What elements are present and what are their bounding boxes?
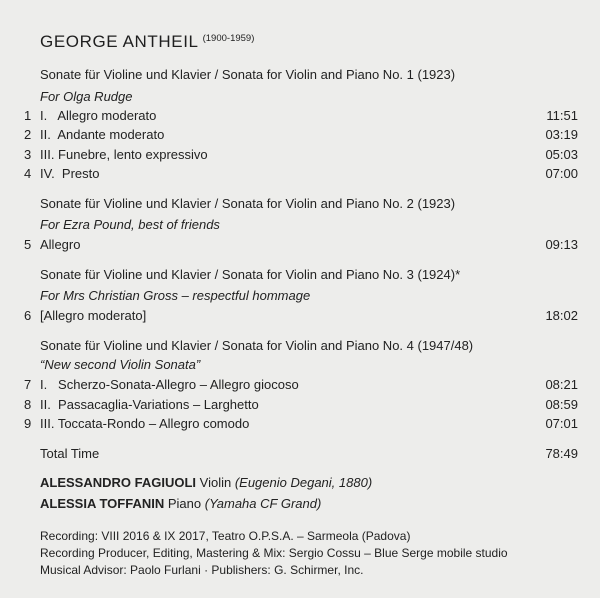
sonata-title: Sonate für Violine und Klavier / Sonata for Violin and Piano No. 3 (1924)* [40, 267, 461, 282]
composer-heading [40, 32, 254, 52]
sonata-title: Sonate für Violine und Klavier / Sonata for Violin and Piano No. 1 (1923) [40, 67, 456, 82]
sonata-title: Sonate für Violine und Klavier / Sonata for Violin and Piano No. 4 (1947/48) [40, 338, 474, 353]
performer-name: ALESSANDRO FAGIUOLI [40, 475, 197, 490]
sonata-dedication: “New second Violin Sonata” [40, 357, 201, 372]
track-title: IV. Presto [40, 166, 100, 181]
track-time: 07:00 [545, 166, 578, 181]
track-title: I. Scherzo-Sonata-Allegro – Allegro giocoso [40, 377, 299, 392]
track-number: 1 [24, 108, 32, 123]
track-number: 8 [24, 397, 32, 412]
sonata-dedication: For Mrs Christian Gross – respectful hommage [40, 288, 311, 303]
sonata-title: Sonate für Violine und Klavier / Sonata for Violin and Piano No. 2 (1923) [40, 196, 456, 211]
track-row [0, 415, 600, 433]
track-time: 05:03 [545, 147, 578, 162]
track-title: II. Passacaglia-Variations – Larghetto [40, 397, 259, 412]
performer-instrument: Piano [167, 496, 202, 511]
track-number: 7 [24, 377, 32, 392]
track-row [0, 307, 600, 325]
performer-detail: (Eugenio Degani, 1880) [234, 475, 373, 490]
total-time-label: Total Time [40, 446, 100, 461]
track-number: 3 [24, 147, 32, 162]
performer-instrument: Violin [199, 475, 232, 490]
total-time-row [0, 445, 600, 463]
track-number: 5 [24, 237, 32, 252]
sonata-dedication: For Ezra Pound, best of friends [40, 217, 220, 232]
track-time: 08:59 [545, 397, 578, 412]
track-number: 6 [24, 308, 32, 323]
credit-line: Musical Advisor: Paolo Furlani · Publishers: G. Schirmer, Inc. [40, 563, 364, 577]
performer-name: ALESSIA TOFFANIN [40, 496, 165, 511]
track-title: Allegro [40, 237, 81, 252]
track-row [0, 376, 600, 394]
track-title: III. Toccata-Rondo – Allegro comodo [40, 416, 250, 431]
performer-line [0, 495, 600, 513]
credit-line: Recording: VIII 2016 & IX 2017, Teatro O.P.S.A. – Sarmeola (Padova) [40, 529, 411, 543]
track-title: [Allegro moderato] [40, 308, 147, 323]
track-row [0, 396, 600, 414]
track-title: III. Funebre, lento expressivo [40, 147, 208, 162]
track-time: 08:21 [545, 377, 578, 392]
track-row [0, 146, 600, 164]
track-title: I. Allegro moderato [40, 108, 157, 123]
track-row [0, 165, 600, 183]
track-title: II. Andante moderato [40, 127, 165, 142]
track-number: 4 [24, 166, 32, 181]
track-row [0, 126, 600, 144]
track-time: 09:13 [545, 237, 578, 252]
track-time: 11:51 [546, 108, 578, 123]
track-time: 03:19 [545, 127, 578, 142]
performer-detail: (Yamaha CF Grand) [204, 496, 322, 511]
track-time: 07:01 [545, 416, 578, 431]
composer-dates: (1900-1959) [202, 33, 255, 44]
track-number: 2 [24, 127, 32, 142]
track-row [0, 236, 600, 254]
track-number: 9 [24, 416, 32, 431]
credit-line: Recording Producer, Editing, Mastering & Mix: Sergio Cossu – Blue Serge mobile studio [40, 546, 508, 560]
total-time-value: 78:49 [545, 446, 578, 461]
sonata-dedication: For Olga Rudge [40, 89, 133, 104]
performer-line [0, 474, 600, 492]
track-row [0, 107, 600, 125]
composer-name: GEORGE ANTHEIL [40, 32, 199, 51]
track-time: 18:02 [545, 308, 578, 323]
